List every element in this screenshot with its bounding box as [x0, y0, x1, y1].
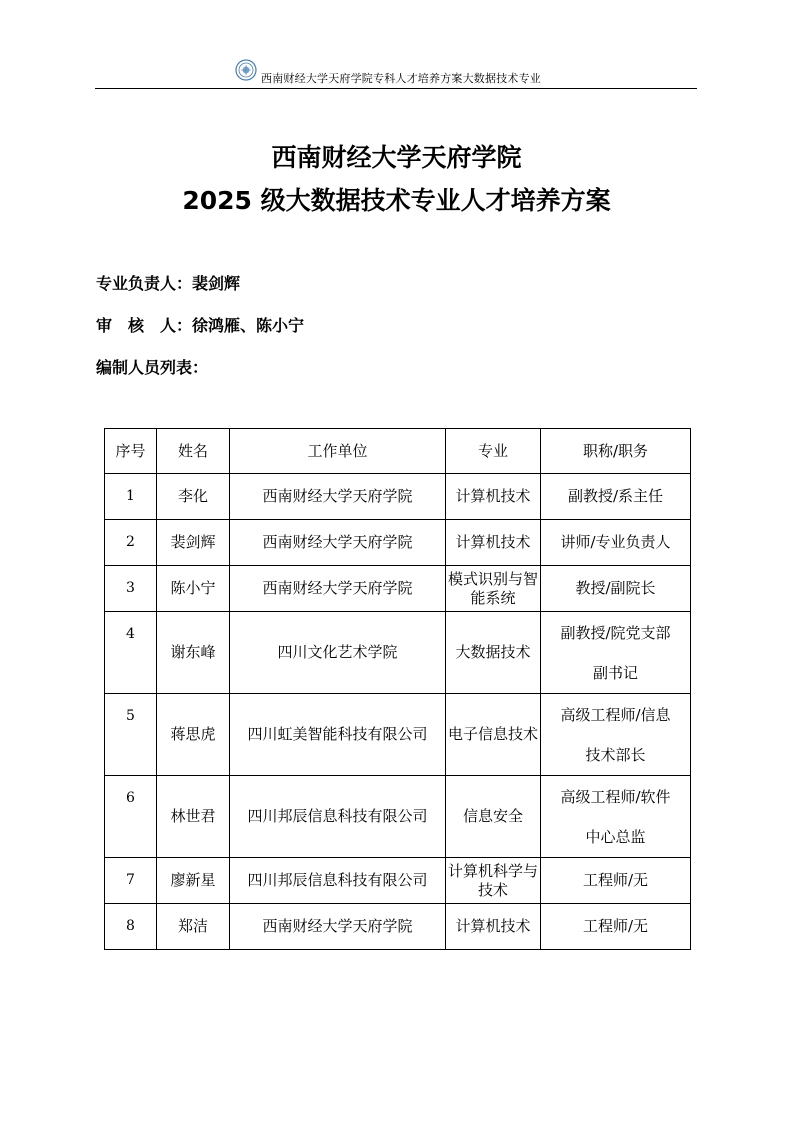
table-row [105, 520, 691, 566]
cell-org: 西南财经大学天府学院 [230, 566, 446, 612]
document-title-line1: 西南财经大学天府学院 [271, 143, 522, 172]
program-leader-value: 裴剑辉 [192, 274, 241, 293]
cell-major: 信息安全 [446, 776, 541, 858]
program-leader-label: 专业负责人： [96, 274, 193, 293]
reviewer [96, 316, 304, 336]
cell-name: 陈小宁 [157, 566, 230, 612]
cell-title [541, 694, 691, 776]
cell-no: 6 [105, 776, 157, 858]
staff-table [104, 428, 691, 950]
cell-title: 工程师/无 [541, 904, 691, 950]
cell-major: 计算机科学与技术 [446, 858, 541, 904]
cell-org: 四川文化艺术学院 [230, 612, 446, 694]
cell-no: 7 [105, 858, 157, 904]
cell-org: 四川虹美智能科技有限公司 [230, 694, 446, 776]
cell-major: 计算机技术 [446, 904, 541, 950]
cell-title: 教授/副院长 [541, 566, 691, 612]
table-row [105, 776, 691, 858]
cell-name: 林世君 [157, 776, 230, 858]
cell-name: 裴剑辉 [157, 520, 230, 566]
cell-title [541, 612, 691, 694]
document-title-line2: 2025 级大数据技术专业人才培养方案 [182, 186, 611, 215]
cell-name: 郑洁 [157, 904, 230, 950]
cell-major: 模式识别与智能系统 [446, 566, 541, 612]
column-header-org: 工作单位 [230, 429, 446, 474]
table-row [105, 474, 691, 520]
page-header [95, 58, 697, 89]
header-text: 西南财经大学天府学院专科人才培养方案大数据技术专业 [261, 72, 541, 85]
cell-title-line1: 副教授/院党支部 [560, 623, 671, 642]
cell-no: 3 [105, 566, 157, 612]
cell-org: 四川邦辰信息科技有限公司 [230, 858, 446, 904]
column-header-title: 职称/职务 [541, 429, 691, 474]
cell-no: 2 [105, 520, 157, 566]
cell-no: 8 [105, 904, 157, 950]
column-header-no: 序号 [105, 429, 157, 474]
table-row [105, 566, 691, 612]
cell-title-line1: 高级工程师/信息 [560, 705, 671, 724]
cell-title-line2: 中心总监 [585, 827, 646, 846]
cell-name: 廖新星 [157, 858, 230, 904]
cell-no: 5 [105, 694, 157, 776]
cell-name: 李化 [157, 474, 230, 520]
cell-title-line2: 技术部长 [585, 745, 646, 764]
cell-major: 计算机技术 [446, 474, 541, 520]
cell-major: 计算机技术 [446, 520, 541, 566]
cell-no: 4 [105, 612, 157, 694]
table-header-row [105, 429, 691, 474]
cell-no: 1 [105, 474, 157, 520]
cell-title-line1: 高级工程师/软件 [560, 787, 671, 806]
table-row [105, 858, 691, 904]
reviewer-label: 审 核 人： [96, 316, 193, 335]
column-header-name: 姓名 [157, 429, 230, 474]
cell-title-line2: 副书记 [592, 663, 638, 682]
table-row [105, 904, 691, 950]
cell-major: 电子信息技术 [446, 694, 541, 776]
cell-org: 四川邦辰信息科技有限公司 [230, 776, 446, 858]
program-leader [96, 274, 240, 294]
cell-title: 讲师/专业负责人 [541, 520, 691, 566]
cell-name: 蒋思虎 [157, 694, 230, 776]
cell-title [541, 776, 691, 858]
cell-org: 西南财经大学天府学院 [230, 520, 446, 566]
cell-org: 西南财经大学天府学院 [230, 904, 446, 950]
cell-title: 副教授/系主任 [541, 474, 691, 520]
reviewer-value: 徐鸿雁、陈小宁 [192, 316, 305, 335]
table-row [105, 694, 691, 776]
cell-title: 工程师/无 [541, 858, 691, 904]
university-seal-icon [235, 59, 257, 81]
column-header-major: 专业 [446, 429, 541, 474]
table-row [105, 612, 691, 694]
cell-major: 大数据技术 [446, 612, 541, 694]
staff-list-label: 编制人员列表： [96, 358, 209, 377]
cell-org: 西南财经大学天府学院 [230, 474, 446, 520]
cell-name: 谢东峰 [157, 612, 230, 694]
